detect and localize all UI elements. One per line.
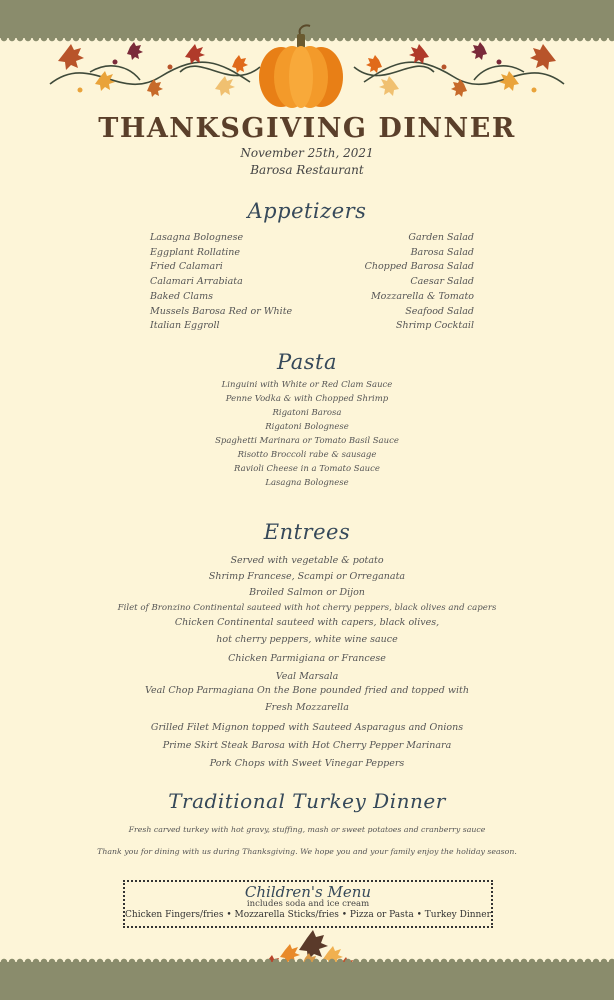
appetizers-heading: Appetizers (247, 199, 367, 223)
childrens-menu-items: Chicken Fingers/fries • Mozzarella Sticks/fries • Pizza or Pasta • Turkey Dinner (125, 910, 491, 920)
list-item: Caesar Salad (410, 276, 474, 288)
pasta-list (0, 378, 614, 490)
list-item: Linguini with White or Red Clam Sauce (221, 380, 393, 390)
list-item: Fried Calamari (150, 261, 223, 273)
page-title: THANKSGIVING DINNER (98, 113, 516, 144)
list-item: Veal Chop Parmagiana On the Bone pounded fried and topped with (144, 685, 469, 696)
list-item: Grilled Filet Mignon topped with Sauteed Asparagus and Onions (150, 722, 464, 733)
childrens-menu-subtitle: includes soda and ice cream (246, 899, 370, 909)
pasta-heading: Pasta (277, 350, 337, 374)
appetizers-left-column (150, 231, 310, 334)
list-item: Ravioli Cheese in a Tomato Sauce (234, 464, 380, 474)
event-date: November 25th, 2021 (240, 146, 374, 160)
list-item: Lasagna Bolognese (265, 478, 349, 488)
list-item: Italian Eggroll (150, 320, 220, 332)
list-item: Garden Salad (408, 232, 474, 243)
list-item: Served with vegetable & potato (230, 555, 384, 566)
list-item: Spaghetti Marinara or Tomato Basil Sauce (215, 436, 399, 446)
list-item: Risotto Broccoli rabe & sausage (237, 450, 377, 460)
list-item: Mozzarella & Tomato (370, 290, 474, 302)
pumpkin-icon (259, 25, 343, 108)
list-item: Chopped Barosa Salad (364, 261, 474, 273)
list-item: Rigatoni Barosa (272, 408, 342, 418)
childrens-menu-box (123, 880, 493, 928)
list-item: Prime Skirt Steak Barosa with Hot Cherry Pepper Marinara (162, 740, 452, 751)
list-item: Chicken Continental sauteed with capers, black olives, (174, 617, 440, 628)
entrees-heading: Entrees (263, 520, 351, 544)
list-item: Veal Marsala (275, 671, 339, 682)
list-item: hot cherry peppers, white wine sauce (216, 634, 398, 645)
leaf-cluster-right (366, 42, 556, 97)
thank-you-note: Thank you for dining with us during Thanksgiving. We hope you and your family enjoy the holiday season. (97, 847, 517, 856)
list-item: Eggplant Rollatine (150, 246, 241, 258)
bottom-band (0, 962, 614, 1000)
list-item: Pork Chops with Sweet Vinegar Peppers (209, 758, 405, 769)
list-item: Shrimp Francese, Scampi or Orreganata (208, 571, 406, 582)
childrens-menu-title: Children's Menu (244, 883, 372, 901)
turkey-description: Fresh carved turkey with hot gravy, stuffing, mash or sweet potatoes and cranberry sauce (128, 825, 486, 834)
list-item: Mussels Barosa Red or White (150, 305, 293, 317)
list-item: Chicken Parmigiana or Francese (228, 653, 386, 664)
autumn-garland-pumpkin-decoration (30, 22, 584, 112)
list-item: Lasagna Bolognese (150, 232, 244, 243)
list-item: Filet of Bronzino Continental sauteed with hot cherry peppers, black olives and capers (117, 603, 497, 613)
list-item: Barosa Salad (410, 246, 474, 258)
list-item: Penne Vodka & with Chopped Shrimp (225, 394, 389, 404)
appetizers-right-column (314, 231, 474, 334)
leaf-cluster-left (58, 42, 248, 97)
list-item: Fresh Mozzarella (265, 702, 349, 713)
list-item: Rigatoni Bolognese (265, 422, 349, 432)
restaurant-name: Barosa Restaurant (250, 163, 364, 177)
list-item: Seafood Salad (405, 305, 474, 317)
list-item: Calamari Arrabiata (150, 276, 243, 288)
list-item: Broiled Salmon or Dijon (249, 587, 365, 598)
list-item: Baked Clams (150, 290, 213, 302)
turkey-heading: Traditional Turkey Dinner (168, 789, 446, 813)
list-item: Shrimp Cocktail (396, 320, 474, 332)
